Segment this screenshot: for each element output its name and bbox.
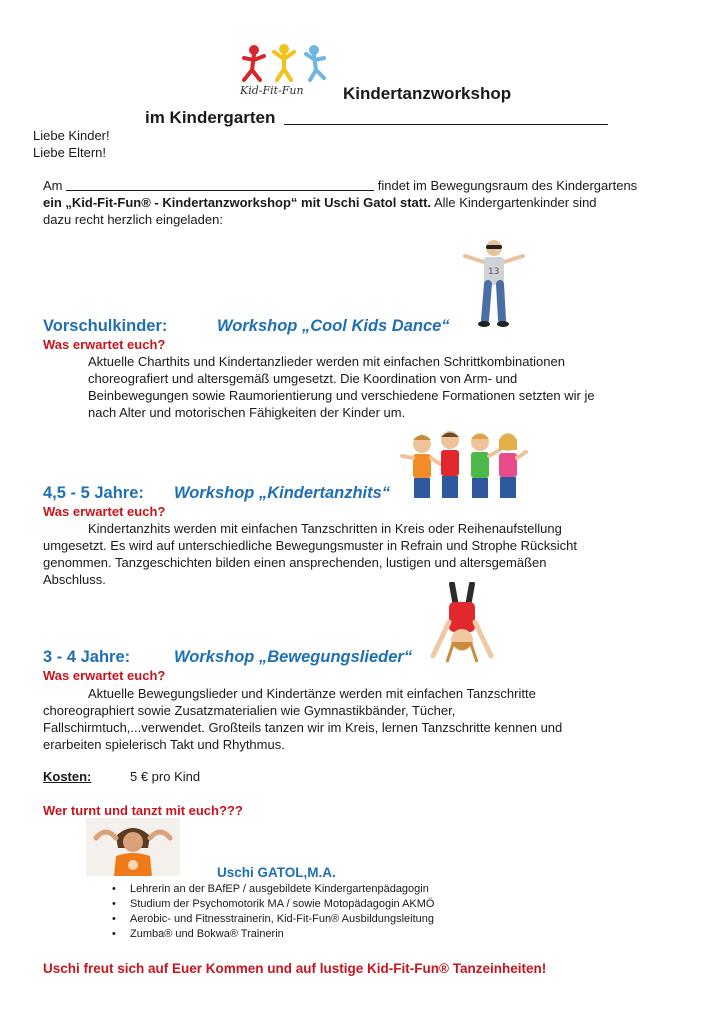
section-3-line: Fallschirmtuch,...verwendet. Großteils tanzen wir im Kreis, lernen Tanzschritte kennen und — [43, 720, 563, 735]
section-2-question: Was erwartet euch? — [43, 504, 166, 519]
intro-paragraph — [43, 177, 683, 228]
section-3-text — [43, 685, 683, 753]
qualification-item: • Aerobic- und Fitnesstrainerin, Kid-Fit-Fun® Ausbildungsleitung — [108, 912, 628, 927]
trainer-photo — [86, 818, 180, 876]
section-1-line: Aktuelle Charthits und Kindertanzlieder werden mit einfachen Schrittkombinationen — [88, 354, 565, 369]
qualification-item: • Studium der Psychomotorik MA / sowie Motopädagogin AKMÖ — [108, 897, 628, 912]
costs-value: 5 € pro Kind — [130, 769, 201, 784]
section-3-group: 3 - 4 Jahre: — [43, 648, 131, 666]
section-2-workshop: Workshop „Kindertanzhits“ — [174, 484, 391, 502]
greeting-parents: Liebe Eltern! — [33, 145, 106, 160]
trainer-question: Wer turnt und tanzt mit euch??? — [43, 803, 243, 818]
intro-event-name: ein „Kid-Fit-Fun® - Kindertanzworkshop“ mit Uschi Gatol statt. — [43, 195, 432, 210]
trainer-name: Uschi GATOL,M.A. — [217, 865, 336, 880]
intro-line1-rest: findet im Bewegungsraum des Kindergartens — [377, 178, 638, 193]
trainer-qualifications — [108, 882, 628, 942]
greeting-children: Liebe Kinder! — [33, 128, 110, 143]
intro-line3: dazu recht herzlich eingeladen: — [43, 212, 223, 227]
section-1-line: Beinbewegungen sowie Raumorientierung und verschiedene Formationen setzten wir je — [88, 388, 595, 403]
section-2-line: Kindertanzhits werden mit einfachen Tanzschritten in Kreis oder Reihenaufstellung — [88, 521, 562, 536]
logo-text: Kid-Fit-Fun — [240, 84, 304, 97]
section-1-workshop: Workshop „Cool Kids Dance“ — [217, 317, 450, 335]
section-3-heading — [43, 648, 413, 667]
subtitle-text: im Kindergarten — [145, 108, 276, 127]
section-3-line: Aktuelle Bewegungslieder und Kindertänze werden mit einfachen Tanzschritte — [88, 686, 536, 701]
section-2-line: umgesetzt. Es wird auf unterschiedliche Bewegungsmuster in Refrain und Strophe Rücksicht — [43, 538, 577, 553]
dancing-kids-photo — [400, 428, 528, 502]
section-1-group: Vorschulkinder: — [43, 317, 168, 335]
svg-text:13: 13 — [488, 267, 500, 277]
cool-kid-photo — [462, 236, 526, 330]
page-subtitle — [145, 108, 608, 128]
section-2-group: 4,5 - 5 Jahre: — [43, 484, 144, 502]
section-1-line: choreografiert und altersgemäß umgesetzt. Die Koordination von Arm- und — [88, 371, 518, 386]
date-blank — [66, 178, 374, 191]
section-2-line: genommen. Tanzgeschichten bilden einen ansprechenden, lustigen und altersgemäßen — [43, 555, 547, 570]
greeting — [33, 127, 110, 161]
qualification-item: • Zumba® und Bokwa® Trainerin — [108, 927, 628, 942]
section-1-heading — [43, 317, 450, 336]
section-3-workshop: Workshop „Bewegungslieder“ — [174, 648, 413, 666]
section-3-question: Was erwartet euch? — [43, 668, 166, 683]
section-1-line: nach Alter und motorischen Fähigkeiten der Kinder um. — [88, 405, 406, 420]
section-1-text — [88, 353, 688, 421]
kindergarten-name-blank — [284, 108, 608, 125]
handstand-girl-photo — [427, 582, 497, 664]
section-3-line: choreographiert sowie Zusatzmaterialien wie Gymnastikbänder, Tücher, — [43, 703, 456, 718]
intro-am: Am — [43, 178, 63, 193]
section-1-question: Was erwartet euch? — [43, 337, 166, 352]
section-3-line: erarbeiten spielerisch Takt und Rhythmus. — [43, 737, 285, 752]
kid-fit-fun-logo — [238, 40, 338, 102]
closing-line: Uschi freut sich auf Euer Kommen und auf lustige Kid-Fit-Fun® Tanzeinheiten! — [43, 961, 547, 976]
costs-row — [43, 768, 201, 785]
page-title: Kindertanzworkshop — [343, 84, 512, 103]
qualification-item: • Lehrerin an der BAfEP / ausgebildete Kindergartenpädagogin — [108, 882, 628, 897]
costs-label: Kosten: — [43, 769, 92, 784]
section-2-heading — [43, 484, 391, 503]
section-2-line: Abschluss. — [43, 572, 106, 587]
intro-line2-rest: Alle Kindergartenkinder sind — [433, 195, 597, 210]
section-2-text — [43, 520, 683, 588]
